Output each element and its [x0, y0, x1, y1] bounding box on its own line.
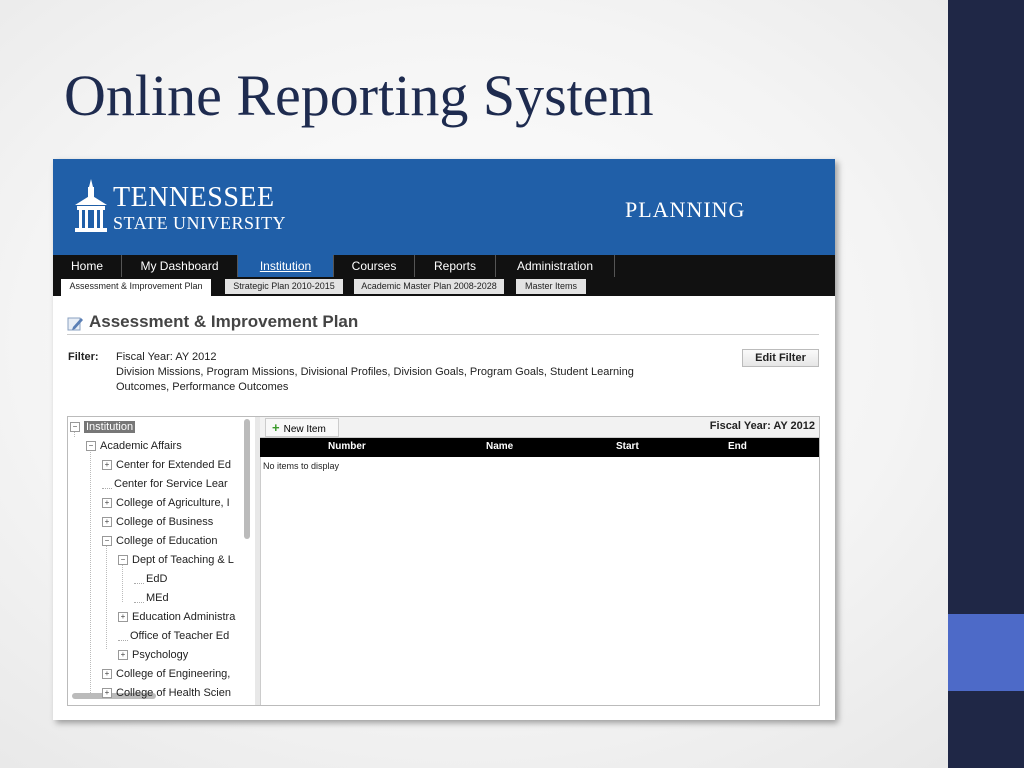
tree-node[interactable]: [70, 419, 135, 435]
subtab-academic-master-plan[interactable]: Academic Master Plan 2008-2028: [354, 279, 504, 294]
tree-leaf-connector: [134, 575, 144, 584]
empty-grid-message: No items to display: [263, 461, 340, 471]
edit-filter-button[interactable]: Edit Filter: [742, 349, 819, 367]
tree-leaf-connector: [118, 632, 128, 641]
fiscal-year-label: Fiscal Year: AY 2012: [709, 420, 815, 432]
collapse-icon[interactable]: −: [70, 422, 80, 432]
university-name: [113, 183, 286, 233]
tree-node[interactable]: [102, 666, 230, 682]
tree-node-label: College of Business: [116, 516, 214, 528]
org-tree: [68, 417, 256, 705]
column-start[interactable]: Start: [616, 441, 639, 452]
tree-node[interactable]: [102, 533, 218, 549]
column-number[interactable]: Number: [328, 441, 366, 452]
tree-node-label: College of Agriculture, I: [116, 497, 230, 509]
section-label: PLANNING: [625, 197, 746, 222]
nav-courses[interactable]: Courses: [334, 255, 415, 277]
collapse-icon[interactable]: −: [118, 555, 128, 565]
grid-header: [260, 438, 819, 457]
tree-node[interactable]: [102, 495, 230, 511]
nav-administration[interactable]: Administration: [496, 255, 615, 277]
logo-line1: TENNESSEE: [113, 182, 275, 213]
tree-node[interactable]: [118, 628, 229, 644]
tree-node-label: College of Education: [116, 535, 218, 547]
expand-icon[interactable]: +: [102, 517, 112, 527]
content-panel: [67, 416, 820, 706]
new-item-label: New Item: [283, 424, 326, 435]
tree-leaf-connector: [102, 480, 112, 489]
expand-icon[interactable]: +: [102, 460, 112, 470]
tree-node[interactable]: [118, 647, 188, 663]
tree-node-label: EdD: [146, 573, 168, 585]
column-end[interactable]: End: [728, 441, 747, 452]
tree-leaf-connector: [134, 594, 144, 603]
tree-node[interactable]: [134, 590, 169, 606]
column-name[interactable]: Name: [486, 441, 514, 452]
filter-summary: [116, 350, 686, 395]
nav-reports[interactable]: Reports: [415, 255, 496, 277]
subtab-master-items[interactable]: Master Items: [516, 279, 586, 294]
tree-node[interactable]: [118, 609, 235, 625]
tree-node-label: Dept of Teaching & L: [132, 554, 234, 566]
tree-node[interactable]: [102, 685, 231, 701]
tree-node-label: Institution: [86, 421, 134, 433]
tree-node-label: Academic Affairs: [100, 440, 182, 452]
sub-nav: [53, 277, 835, 296]
tree-node[interactable]: [102, 476, 228, 492]
filter-fiscal-year: Fiscal Year: AY 2012: [116, 351, 217, 363]
subtab-assessment-plan[interactable]: Assessment & Improvement Plan: [61, 279, 211, 296]
tree-node-label: MEd: [146, 592, 169, 604]
tree-node-label: Center for Service Lear: [114, 478, 228, 490]
logo-line2: STATE UNIVERSITY: [113, 213, 287, 233]
plus-icon: +: [272, 420, 280, 435]
header-banner: [53, 159, 835, 255]
filter-categories: Division Missions, Program Missions, Divisional Profiles, Division Goals, Program Goals, Student Learning Outcomes, Performance Outcomes: [116, 366, 634, 393]
collapse-icon[interactable]: −: [102, 536, 112, 546]
tree-vertical-scrollbar[interactable]: [244, 419, 250, 539]
tree-node[interactable]: [102, 514, 213, 530]
nav-my-dashboard[interactable]: My Dashboard: [122, 255, 238, 277]
subtab-strategic-plan[interactable]: Strategic Plan 2010-2015: [225, 279, 343, 294]
tree-node-label: College of Engineering,: [116, 668, 231, 680]
main-nav: [53, 255, 835, 277]
slide-title: Online Reporting System: [64, 63, 654, 128]
expand-icon[interactable]: +: [102, 498, 112, 508]
grid-toolbar: [260, 417, 819, 438]
app-screenshot: [53, 159, 835, 720]
tree-node[interactable]: [86, 438, 182, 454]
tree-node-label: Office of Teacher Ed: [130, 630, 230, 642]
nav-institution[interactable]: Institution: [238, 255, 334, 277]
page-header: [67, 312, 819, 335]
expand-icon[interactable]: +: [118, 650, 128, 660]
tree-node-label: Education Administra: [132, 611, 236, 623]
new-item-button[interactable]: [265, 418, 339, 437]
pencil-icon: [67, 315, 83, 331]
filter-label: Filter:: [68, 351, 99, 363]
decorative-accent: [948, 614, 1024, 691]
tree-node[interactable]: [118, 552, 234, 568]
expand-icon[interactable]: +: [102, 688, 112, 698]
university-logo-icon: [73, 177, 109, 235]
tree-node-label: Psychology: [132, 649, 189, 661]
expand-icon[interactable]: +: [118, 612, 128, 622]
tree-node[interactable]: [102, 457, 231, 473]
tree-node[interactable]: [134, 571, 167, 587]
panel-splitter[interactable]: [255, 417, 261, 705]
page-title: Assessment & Improvement Plan: [89, 312, 359, 331]
tree-node-label: College of Health Scien: [116, 687, 231, 699]
tree-node-label: Center for Extended Ed: [116, 459, 231, 471]
nav-home[interactable]: Home: [53, 255, 122, 277]
expand-icon[interactable]: +: [102, 669, 112, 679]
collapse-icon[interactable]: −: [86, 441, 96, 451]
